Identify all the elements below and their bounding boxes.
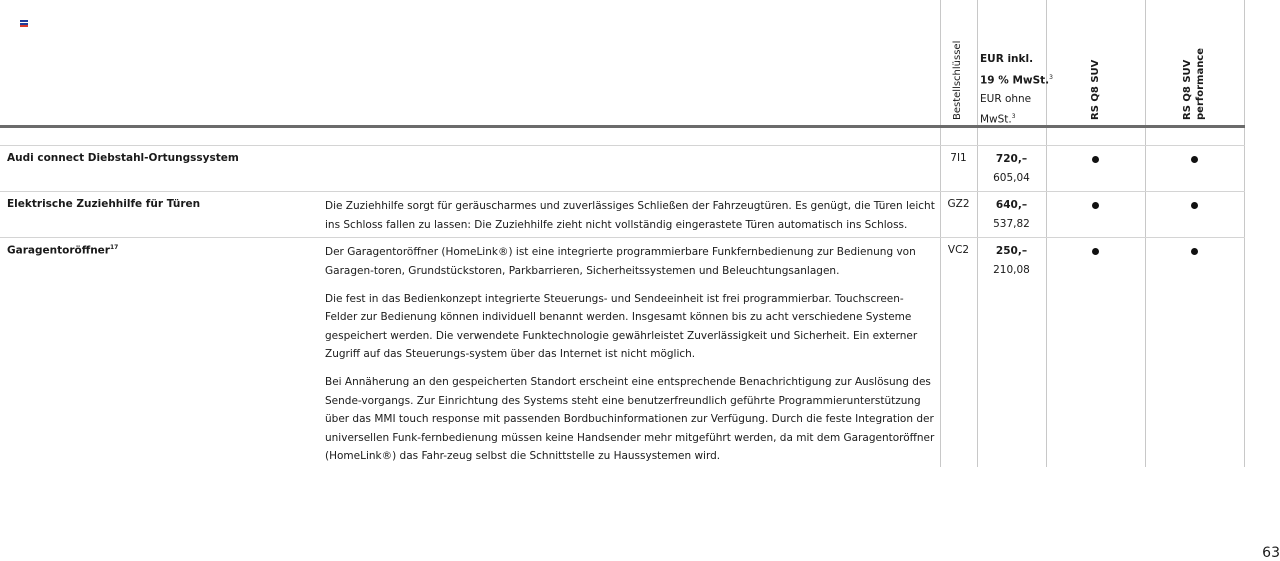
price — [977, 196, 1046, 234]
price-excl-note: 3 — [1011, 113, 1016, 120]
row-description — [325, 243, 935, 475]
price-excl-line1: EUR ohne — [980, 92, 1032, 105]
row-name-text: Garagentoröffner — [7, 244, 110, 257]
row-separator — [0, 145, 1245, 146]
row-name — [7, 198, 200, 210]
row-description — [325, 197, 935, 244]
price — [977, 242, 1046, 280]
price-excl: 210,08 — [993, 264, 1030, 276]
order-code: 7I1 — [950, 152, 967, 164]
model2-header-line1: RS Q8 SUV — [1182, 59, 1193, 120]
standard-dot-icon — [1092, 248, 1099, 255]
row-name-text: Elektrische Zuziehhilfe für Türen — [7, 198, 201, 210]
order-key-header: Bestellschlüssel — [952, 40, 963, 120]
price-excl: 537,82 — [993, 218, 1030, 230]
row-name — [7, 244, 118, 257]
row-separator — [0, 191, 1245, 192]
price-incl: 250,– — [995, 245, 1028, 257]
price — [977, 150, 1046, 188]
standard-dot-icon — [1092, 156, 1099, 163]
order-code: VC2 — [947, 244, 970, 256]
row-name — [7, 152, 239, 164]
price-incl-line2: 19 % MwSt. — [980, 74, 1050, 86]
column-divider — [940, 0, 941, 467]
model1-header: RS Q8 SUV — [1090, 59, 1101, 120]
order-code: GZ2 — [947, 198, 970, 210]
price-excl-line2: MwSt. — [980, 113, 1012, 126]
description-paragraph: Die Zuziehhilfe sorgt für geräuscharmes und zuverlässiges Schließen der Fahrzeugtüren. Es genügt, die Türen leicht ins Schloss fallen zu lassen: Die Zuziehhilfe zieht nicht vollständig eingerastete Türen automatisch ins Schloss. — [325, 200, 935, 231]
description-paragraph: Der Garagentoröffner (HomeLink®) ist eine integrierte programmierbare Funkfernbedienung zur Bedienung von Garagen-toren, Grundstückstoren, Parkbarrieren, Sicherheitssystemen und Beleuchtungsanlagen. — [325, 246, 916, 277]
price-incl-note: 3 — [1049, 73, 1053, 81]
price-incl: 720,– — [995, 153, 1028, 165]
row-name-text: Audi connect Diebstahl-Ortungssystem — [7, 152, 239, 164]
price-incl-line1: EUR inkl. — [980, 53, 1034, 65]
standard-dot-icon — [1191, 202, 1198, 209]
standard-dot-icon — [1191, 156, 1198, 163]
description-paragraph: Bei Annäherung an den gespeicherten Standort erscheint eine entsprechende Benachrichtigung zur Auslösung des Sende-vorgangs. Zur Einrichtung des Systems steht eine benutzerfreundlich geführte Programmierunterstützung über das MMI touch response mit passenden Bordbuchinformationen zur Verfügung. Durch die feste Integration der universellen Funk-fernbedienung müssen keine Handsender mehr mitgeführt werden, da mit dem Garagentoröffner (HomeLink®) das Fahr-zeug selbst die Schnittstelle zu Haussystemen wird. — [325, 376, 935, 462]
standard-dot-icon — [1191, 248, 1198, 255]
flag-stripe-3 — [20, 25, 28, 27]
header-rule — [0, 125, 1245, 128]
model2-header-line2: performance — [1195, 47, 1206, 120]
price-incl: 640,– — [995, 199, 1028, 211]
page-number: 63 — [1262, 545, 1280, 561]
column-divider — [1145, 0, 1146, 467]
description-paragraph: Die fest in das Bedienkonzept integrierte Steuerungs- und Sendeeinheit ist frei programmierbar. Touchscreen-Felder zur Bedienung können individuell benannt werden. Insgesamt können bis zu acht verschiedene Systeme gespeichert werden. Die verwendete Funktechnologie gewährleistet Zuverlässigkeit und Sicherheit. Ein externer Zugriff auf das Steuerungs-system über das Internet ist nicht möglich. — [325, 292, 918, 360]
model2-header — [1181, 48, 1207, 120]
footnote-marker: 17 — [110, 244, 119, 251]
flag-icon — [20, 20, 28, 27]
price-excl: 605,04 — [993, 172, 1030, 184]
standard-dot-icon — [1092, 202, 1099, 209]
column-divider — [1244, 0, 1245, 467]
price-header — [980, 50, 1053, 129]
